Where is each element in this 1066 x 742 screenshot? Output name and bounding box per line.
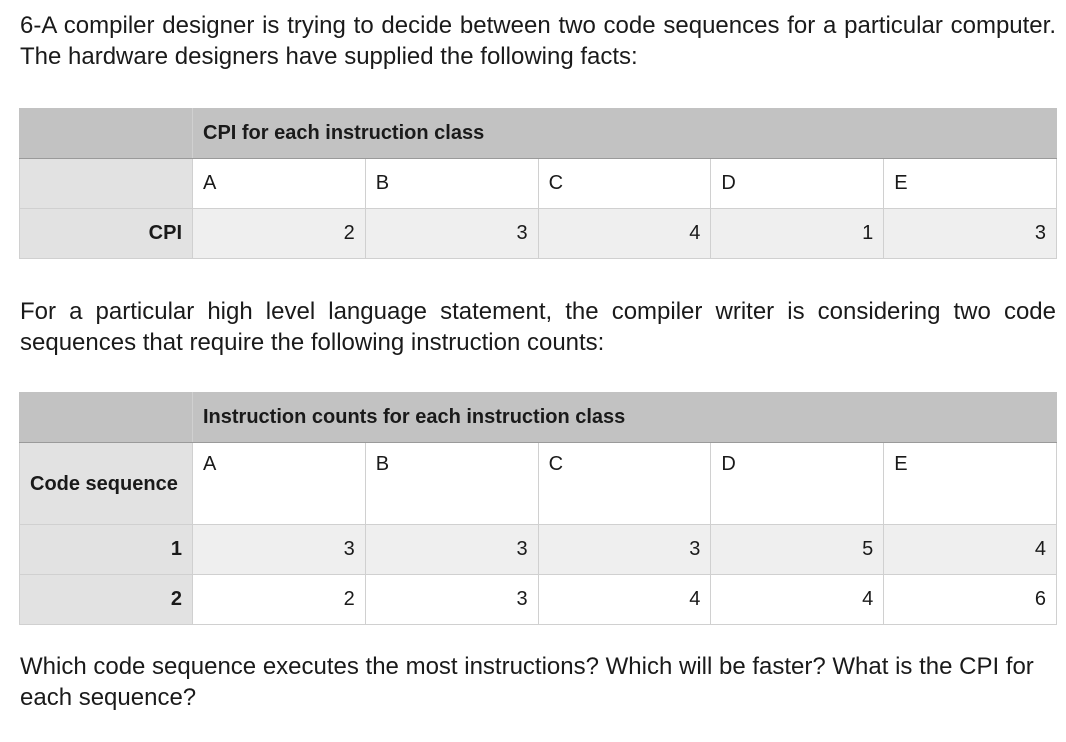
count-table-caption: Instruction counts for each instruction class [193, 393, 884, 443]
cpi-table-class-row [20, 159, 1057, 209]
count-table-class-row [20, 443, 1057, 525]
seq1-count-a: 3 [193, 525, 366, 575]
count-table-header-row [20, 393, 1057, 443]
count-class-label-e: E [884, 443, 1057, 525]
cpi-table-caption: CPI for each instruction class [193, 109, 884, 159]
seq2-count-d: 4 [711, 575, 884, 625]
question-paragraph: Which code sequence executes the most instructions? Which will be faster? What is the CPI for each sequence? [20, 653, 1034, 711]
count-table-header-blank [884, 393, 1057, 443]
seq1-count-c: 3 [538, 525, 711, 575]
seq1-count-b: 3 [365, 525, 538, 575]
sequence-1-label: 1 [20, 525, 193, 575]
cpi-table-header-blank [884, 109, 1057, 159]
cpi-row-label: CPI [20, 209, 193, 259]
seq2-count-e: 6 [884, 575, 1057, 625]
count-class-label-d: D [711, 443, 884, 525]
cpi-table-value-row [20, 209, 1057, 259]
sequence-2-row [20, 575, 1057, 625]
code-sequence-header: Code sequence [20, 443, 193, 525]
cpi-value-d: 1 [711, 209, 884, 259]
class-label-c: C [538, 159, 711, 209]
count-class-label-a: A [193, 443, 366, 525]
class-label-d: D [711, 159, 884, 209]
count-class-label-b: B [365, 443, 538, 525]
seq1-count-e: 4 [884, 525, 1057, 575]
seq2-count-b: 3 [365, 575, 538, 625]
middle-paragraph: For a particular high level language statement, the compiler writer is considering two code sequences that require the following instruction counts: [20, 298, 1056, 356]
cpi-value-e: 3 [884, 209, 1057, 259]
cpi-table [19, 108, 1057, 259]
sequence-1-row [20, 525, 1057, 575]
class-label-a: A [193, 159, 366, 209]
cpi-table-class-rowhead [20, 159, 193, 209]
seq1-count-d: 5 [711, 525, 884, 575]
sequence-2-label: 2 [20, 575, 193, 625]
seq2-count-c: 4 [538, 575, 711, 625]
cpi-value-a: 2 [193, 209, 366, 259]
cpi-value-c: 4 [538, 209, 711, 259]
cpi-table-header-row [20, 109, 1057, 159]
cpi-value-b: 3 [365, 209, 538, 259]
instruction-count-table [19, 392, 1057, 625]
class-label-b: B [365, 159, 538, 209]
class-label-e: E [884, 159, 1057, 209]
count-table-corner [20, 393, 193, 443]
seq2-count-a: 2 [193, 575, 366, 625]
intro-paragraph: 6-A compiler designer is trying to decide between two code sequences for a particular computer. The hardware designers have supplied the following facts: [20, 12, 1056, 70]
cpi-table-corner [20, 109, 193, 159]
count-class-label-c: C [538, 443, 711, 525]
